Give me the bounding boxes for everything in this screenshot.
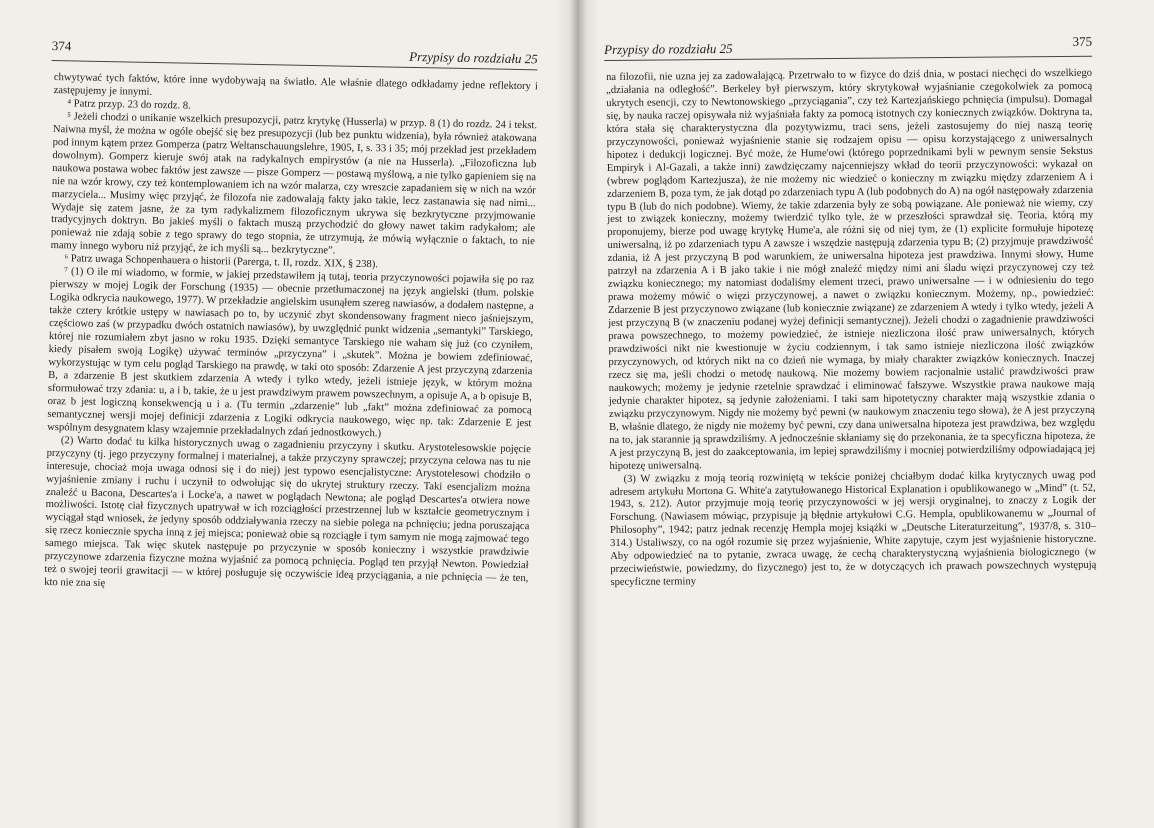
footnote-7-part-2: (2) Warto dodać tu kilka historycznych uwag o zagadnieniu przyczyny i skutku. Arystotelesowskie pojęcie przyczyny (tj. jego przyczyny formalnej i materialnej, a także przyczyny sprawczej; przyczyna celowa nas tu nie interesuje, chociaż moja uwaga odnosi się i do niej) jest typowo esencjalistyczne: Arystotelesowi chodziło o wyjaśnienie zmiany i ruchu i uczynił to odwołując się do ukrytej struktury rzeczy. Taki esencjalizm można znaleźć u Bacona, Descartes'a i Locke'a, a nawet w poglądach Newtona; ale pogląd Descartes'a otwiera nowe możliwości. Istotę ciał fizycznych upatrywał w ich rozciągłości przestrzennej lub w kształcie geometrycznym i wyciągał stąd wniosek, że jedyny sposób oddziaływania rzeczy na siebie polega na pchnięciu; jedna poruszająca się rzecz koniecznie spycha inną z jej miejsca; ponieważ obie są rozciągłe i tym samym nie mogą zajmować tego samego miejsca. Tak więc skutek następuje po przyczynie w sposób konieczny i wszystkie prawdziwie przyczynowe zdarzenia fizyczne można wyjaśnić za pomocą pchnięcia. Pogląd ten przyjął Newton. Powiedział też o swojej teorii grawitacji — w której posługuje się oczywiście ideą przyciągania, a nie pchnięcia — że ten, kto nie zna się (44, 434, 531, 590)
page-number-left: 374 (51, 38, 72, 54)
footnote-7-part-3: (3) W związku z moją teorią rozwiniętą w tekście poniżej chciałbym dodać kilka krytycznych uwag pod adresem artykułu Mortona G. White'a zatytułowanego Historical Explanation i opublikowanego w „Mind” (t. 52, 1943, s. 212). Autor przyjmuje moją teorię przyczynowości w jej wersji oryginalnej, to znaczy z Logik der Forschung. (Nawiasem mówiąc, przypisuje ją błędnie artykułowi C.G. Hempla, opublikowanemu w „Journal of Philosophy”, 1942; patrz jednak recenzję Hempla mojej książki w „Deutsche Literaturzeitung”, 1937/8, s. 310–314.) Ustaliwszy, co na ogół rozumie się przez wyjaśnienie, White zapytuje, czym jest wyjaśnienie historyczne. Aby odpowiedzieć na to pytanie, zwraca uwagę, że cechą charakterystyczną wyjaśnienia biologicznego (w przeciwieństwie, powiedzmy, do fizycznego) jest to, że w dotyczących ich prawach powszechnych występują specyficzne terminy (609, 469, 1097, 589)
running-title-right: Przypisy do rozdziału 25 (604, 40, 733, 57)
paragraph: chwytywać tych faktów, które inne wydobywają na światło. Ale właśnie dlatego odkładamy jedne reflektory i zastępujemy je innymi. (53, 72, 538, 98)
paragraph: na filozofii, nie uzna jej za zadowalającą. Przetrwało to w fizyce do dziś dnia, w postaci niechęci do wszelkiego „działania na odległość”. Berkeley był pierwszym, który skrytykował wyjaśnianie czegokolwiek za pomocą ukrytych esencji, czy to Newtonowskiego „przyciągania”, czy też Kartezjańskiego pchnięcia (impulsu). Domagał się, by nauka raczej opisywała niż wyjaśniała fakty za pomocą istotnych czy koniecznych związków. Doktryna ta, która stała się charakterystyczna dla pozytywizmu, traci sens, jeżeli zastosujemy do niej naszą teorię przyczynowości, ponieważ wyjaśnienie stanie się rodzajem opisu — opisu korzystającego z uniwersalnych hipotez i dedukcji logicznej. Być może, że Hume'owi (którego poprzednikami byli w pewnym sensie Sekstus Empiryk i Al-Gazali, a także inni) zawdzięczamy najcenniejszy wkład do teorii przyczynowości: wykazał on (wbrew poglądom Kartezjusza), że nie możemy nic wiedzieć o konieczny m związku między zdarzeniem A i zdarzeniem B, poza tym, że jak dotąd po zdarzeniach typu A (lub podobnych do A) na ogół następowały zdarzenia typu B (lub do nich podobne). Wiemy, że takie zdarzenia były ze sobą powiązane. Ale ponieważ nie wiemy, czy jest to związek konieczny, możemy twierdzić tylko tyle, że w przeszłości sprawdzał się. Teoria, którą my proponujemy, bierze pod uwagę krytykę Hume'a, ale różni się od niej tym, że (1) explicite formułuje hipotezę uniwersalną, iż po zdarzeniach typu A zawsze i wszędzie następują zdarzenia typu B; (2) przyjmuje prawdziwość zdania, iż A jest przyczyną B pod warunkiem, że uniwersalna hipoteza jest prawdziwa. Innymi słowy, Hume patrzył na zdarzenia A i B jako takie i nie mógł znaleźć między nimi ani śladu więzi przyczynowej czy też związku koniecznego; my natomiast dodaliśmy element trzeci, prawo uniwersalne — i w odniesieniu do tego prawa możemy mówić o więzi przyczynowej, a nawet o związku koniecznym. Możemy, np., powiedzieć: Zdarzenie B jest przyczynowo związane (lub koniecznie związane) ze zdarzeniem A wtedy i tylko wtedy, jeżeli A jest przyczyną B (w znaczeniu podanej wyżej definicji semantycznej). Jeżeli chodzi o zagadnienie prawdziwości prawa powszechnego, to możemy powiedzieć, że istnieje niezliczona ilość praw uniwersalnych, których prawdziwości nikt nie kwestionuje w życiu codziennym, i tak samo istnieje niezliczona ilość związków przyczynowych, od których nikt na co dzień nie wymaga, by miały charakter związków koniecznych. Inaczej rzecz się ma, jeśli chodzi o metodę naukową. Nie możemy bowiem racjonalnie ustalić prawdziwości praw naukowych; możemy je jedynie rzetelnie sprawdzać i eliminować fałszywe. Wszystkie prawa naukowe mają jedynie charakter hipotez, są jedynie założeniami. I taki sam hipotetyczny charakter mają wszystkie zdania o związku przyczynowym. Nigdy nie możemy być pewni (w naukowym znaczeniu tego słowa), że A jest przyczyną B, właśnie dlatego, że nigdy nie możemy być pewni, czy dana uniwersalna hipoteza jest prawdziwa, bez względu na to, jak starannie ją sprawdziliśmy. A jednocześnie skłaniamy się do przekonania, że ta specyficzna hipoteza, że A jest przyczyną B, jest do zaakceptowania, im lepiej sprawdziliśmy i mocniej potwierdziliśmy odpowiadającą jej hipotezę uniwersalną. (606, 67, 1096, 472)
left-page-text (44, 72, 538, 599)
left-page (0, 0, 576, 828)
page-number-right: 375 (1072, 33, 1093, 49)
footnote-6: ⁶ Patrz uwaga Schopenhauera o historii (Parerga, t. II, rozdz. XIX, § 238). (64, 253, 379, 271)
footnote-7-part-1: ⁷ (1) O ile mi wiadomo, w formie, w jakiej przedstawiłem ją tutaj, teoria przyczynowości pojawiła się po raz pierwszy w mojej Logik der Forschung (1935) — obecnie przetłumaczonej na język angielski (tłum. polskie Logika odkrycia naukowego, 1977). W przekładzie angielskim usunąłem szereg nawiasów, a dodałem następne, a także cztery krótkie ustępy w nawiasach po to, by uczynić zbyt skondensowany fragment nieco jaśniejszym, częściowo zaś (w przypadku dwóch ostatnich nawiasów), by uwzględnić punkt widzenia „semantyki” Tarskiego, której nie rozumiałem zbyt jasno w roku 1935. Dzięki semantyce Tarskiego nie waham się już (co czyniłem, kiedy pisałem swoją Logikę) używać terminów „przyczyna” i „skutek”. Można je bowiem zdefiniować, wykorzystując w tym celu pogląd Tarskiego na prawdę, w taki oto sposób: Zdarzenie A jest przyczyną zdarzenia B, a zdarzenie B jest skutkiem zdarzenia A wtedy i tylko wtedy, jeżeli istnieje język, w którym można sformułować trzy zdania: u, a i b, takie, że u jest prawdziwym prawem powszechnym, a opisuje A, a b opisuje B, oraz b jest logiczną konsekwencją u i a. (Tu termin „zdarzenie” lub „fakt” można zdefiniować za pomocą semantycznej wersji mojej definicji zdarzenia z Logiki odkrycia naukowego, więc np. tak: Zdarzenie E jest wspólnym desygnatem klasy wzajemnie przekładalnych zdań jednostkowych.) (47, 266, 535, 440)
footnote-4: ⁴ Patrz przyp. 23 do rozdz. 8. (67, 98, 191, 112)
right-page (578, 0, 1154, 828)
right-page-text (606, 68, 1097, 590)
footnote-5: ⁵ Jeżeli chodzi o unikanie wszelkich presupozycji, patrz krytykę (Husserla) w przyp. 8 (1) do rozdz. 24 i tekst. Naiwna myśl, że można w ogóle obejść się bez presupozycji (lub bez punktu widzenia), była również atakowana pod innym kątem przez Gomperza (patrz Weltanschauungslehre, 1905, I, s. 33 i 35; mój przekład jest przekładem dowolnym). Gomperz kieruje swój atak na radykalnych empirystów (a nie na Husserla). „Filozoficzna lub naukowa postawa wobec faktów jest zawsze — pisze Gomperz — postawą myślową, a nie tylko gapieniem się na nie na wzór krowy, czy też kontemplowaniem ich na wzór malarza, czy wreszcie zapadaniem się w nich na wzór marzyciela... Musimy więc przyjąć, że filozofa nie zadowalają fakty jako takie, lecz zastanawia się nad nimi... Wydaje się zatem jasne, że za tym radykalizmem filozoficznym ukrywa się bezkrytyczne przyjmowanie tradycyjnych doktryn. Bo jakieś myśli o faktach muszą przychodzić do głowy nawet takim radykałom; ale ponieważ nie zdają sobie z tego sprawy do tego stopnia, że utrzymują, że mówią wyłącznie o faktach, to nie mamy innego wyboru niż przyjąć, że ich myśli są... bezkrytyczne”. (50, 111, 538, 257)
left-running-head (52, 38, 538, 70)
running-title-left: Przypisy do rozdziału 25 (409, 48, 538, 67)
right-running-head (604, 34, 1092, 61)
